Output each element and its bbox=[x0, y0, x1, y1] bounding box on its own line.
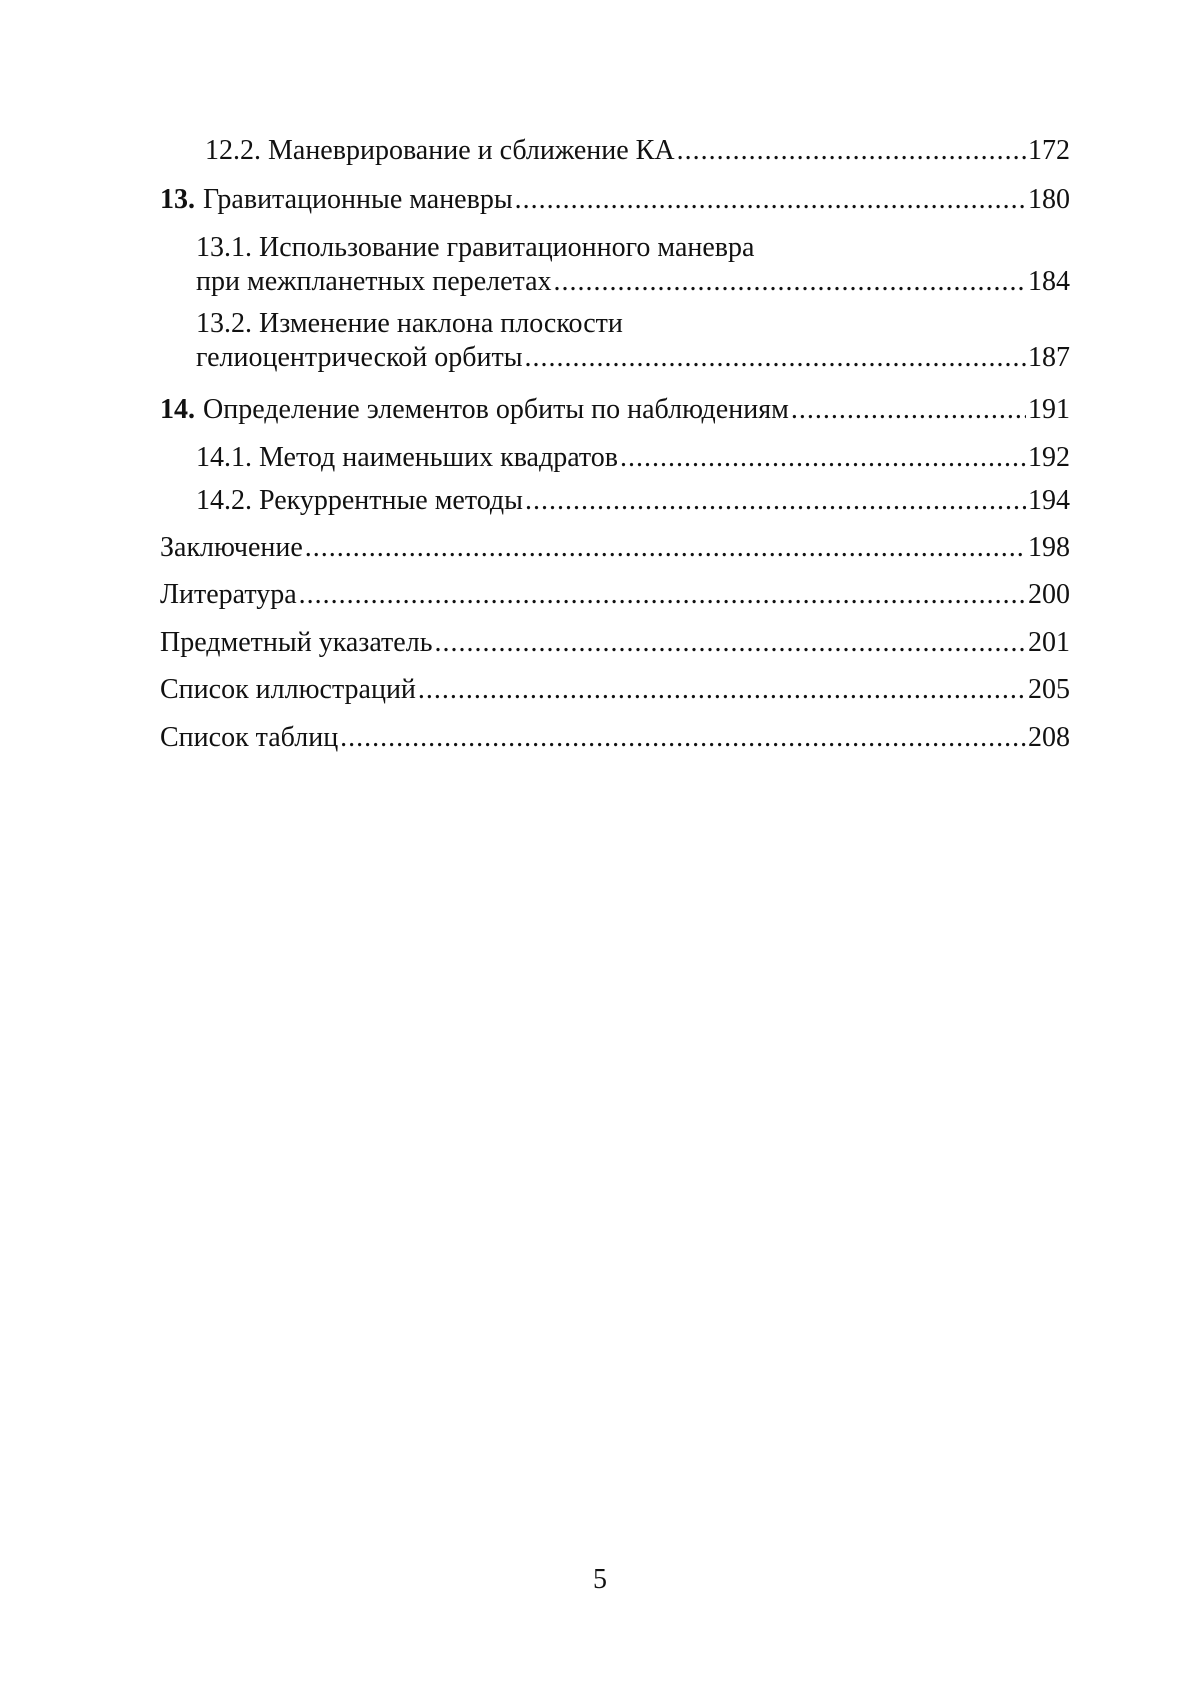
toc-entry-title: Список таблиц bbox=[160, 722, 339, 753]
toc-page-number: 172 bbox=[1028, 135, 1070, 166]
toc-entry-title: Определение элементов орбиты по наблюдениям bbox=[203, 394, 789, 425]
toc-page-number: 187 bbox=[1028, 342, 1070, 373]
toc-leader-dots bbox=[305, 531, 1026, 565]
toc-page-number: 194 bbox=[1028, 485, 1070, 516]
page-number: 5 bbox=[593, 1564, 607, 1595]
toc-entry-12-2 bbox=[205, 134, 1070, 168]
toc-chapter-number: 14. bbox=[160, 394, 195, 425]
toc-page-number: 191 bbox=[1028, 394, 1070, 425]
toc-page-number: 198 bbox=[1028, 532, 1070, 563]
toc-leader-dots bbox=[418, 673, 1026, 707]
toc-page-number: 192 bbox=[1028, 442, 1070, 473]
toc-leader-dots bbox=[677, 134, 1026, 168]
toc-entry-title: 14.2. Рекуррентные методы bbox=[196, 485, 523, 516]
toc-page-number: 200 bbox=[1028, 579, 1070, 610]
toc-entry-13 bbox=[160, 183, 1070, 217]
toc-page-number: 201 bbox=[1028, 627, 1070, 658]
toc-leader-dots bbox=[515, 183, 1026, 217]
toc-entry-literature bbox=[160, 578, 1070, 612]
toc-entry-title: Заключение bbox=[160, 532, 303, 563]
toc-entry-title-line1: 13.1. Использование гравитационного маневра bbox=[196, 232, 755, 263]
toc-page-number: 208 bbox=[1028, 722, 1070, 753]
toc-entry-14-1 bbox=[196, 441, 1070, 475]
toc-entry-title-line2: гелиоцентрической орбиты bbox=[196, 342, 523, 373]
toc-leader-dots bbox=[554, 265, 1026, 299]
toc-entry-subject-index bbox=[160, 626, 1070, 660]
toc-entry-14-2 bbox=[196, 484, 1070, 518]
toc-entry-title: Список иллюстраций bbox=[160, 674, 416, 705]
toc-entry-title: Литература bbox=[160, 579, 297, 610]
toc-entry-title-line2: при межпланетных перелетах bbox=[196, 266, 552, 297]
toc-entry-title: Предметный указатель bbox=[160, 627, 433, 658]
toc-leader-dots bbox=[525, 484, 1026, 518]
toc-entry-14 bbox=[160, 393, 1070, 427]
toc-leader-dots bbox=[434, 626, 1026, 660]
toc-entry-title: 14.1. Метод наименьших квадратов bbox=[196, 442, 619, 473]
toc-page-number: 184 bbox=[1028, 266, 1070, 297]
toc-entry-list-of-tables bbox=[160, 721, 1070, 755]
toc-entry-title: Гравитационные маневры bbox=[203, 184, 513, 215]
toc-entry-title: 12.2. Маневрирование и сближение КА bbox=[205, 135, 675, 166]
toc-entry-13-1 bbox=[196, 231, 1070, 299]
toc-leader-dots bbox=[791, 393, 1026, 427]
toc-entry-list-of-figures bbox=[160, 673, 1070, 707]
toc-leader-dots bbox=[620, 441, 1026, 475]
toc-entry-title-line1: 13.2. Изменение наклона плоскости bbox=[196, 308, 623, 339]
toc-entry-13-2 bbox=[196, 307, 1070, 375]
toc-leader-dots bbox=[525, 341, 1026, 375]
toc-leader-dots bbox=[299, 578, 1026, 612]
toc-leader-dots bbox=[340, 721, 1026, 755]
toc-chapter-number: 13. bbox=[160, 184, 195, 215]
toc-page-number: 205 bbox=[1028, 674, 1070, 705]
toc-page-number: 180 bbox=[1028, 184, 1070, 215]
toc-entry-conclusion bbox=[160, 531, 1070, 565]
